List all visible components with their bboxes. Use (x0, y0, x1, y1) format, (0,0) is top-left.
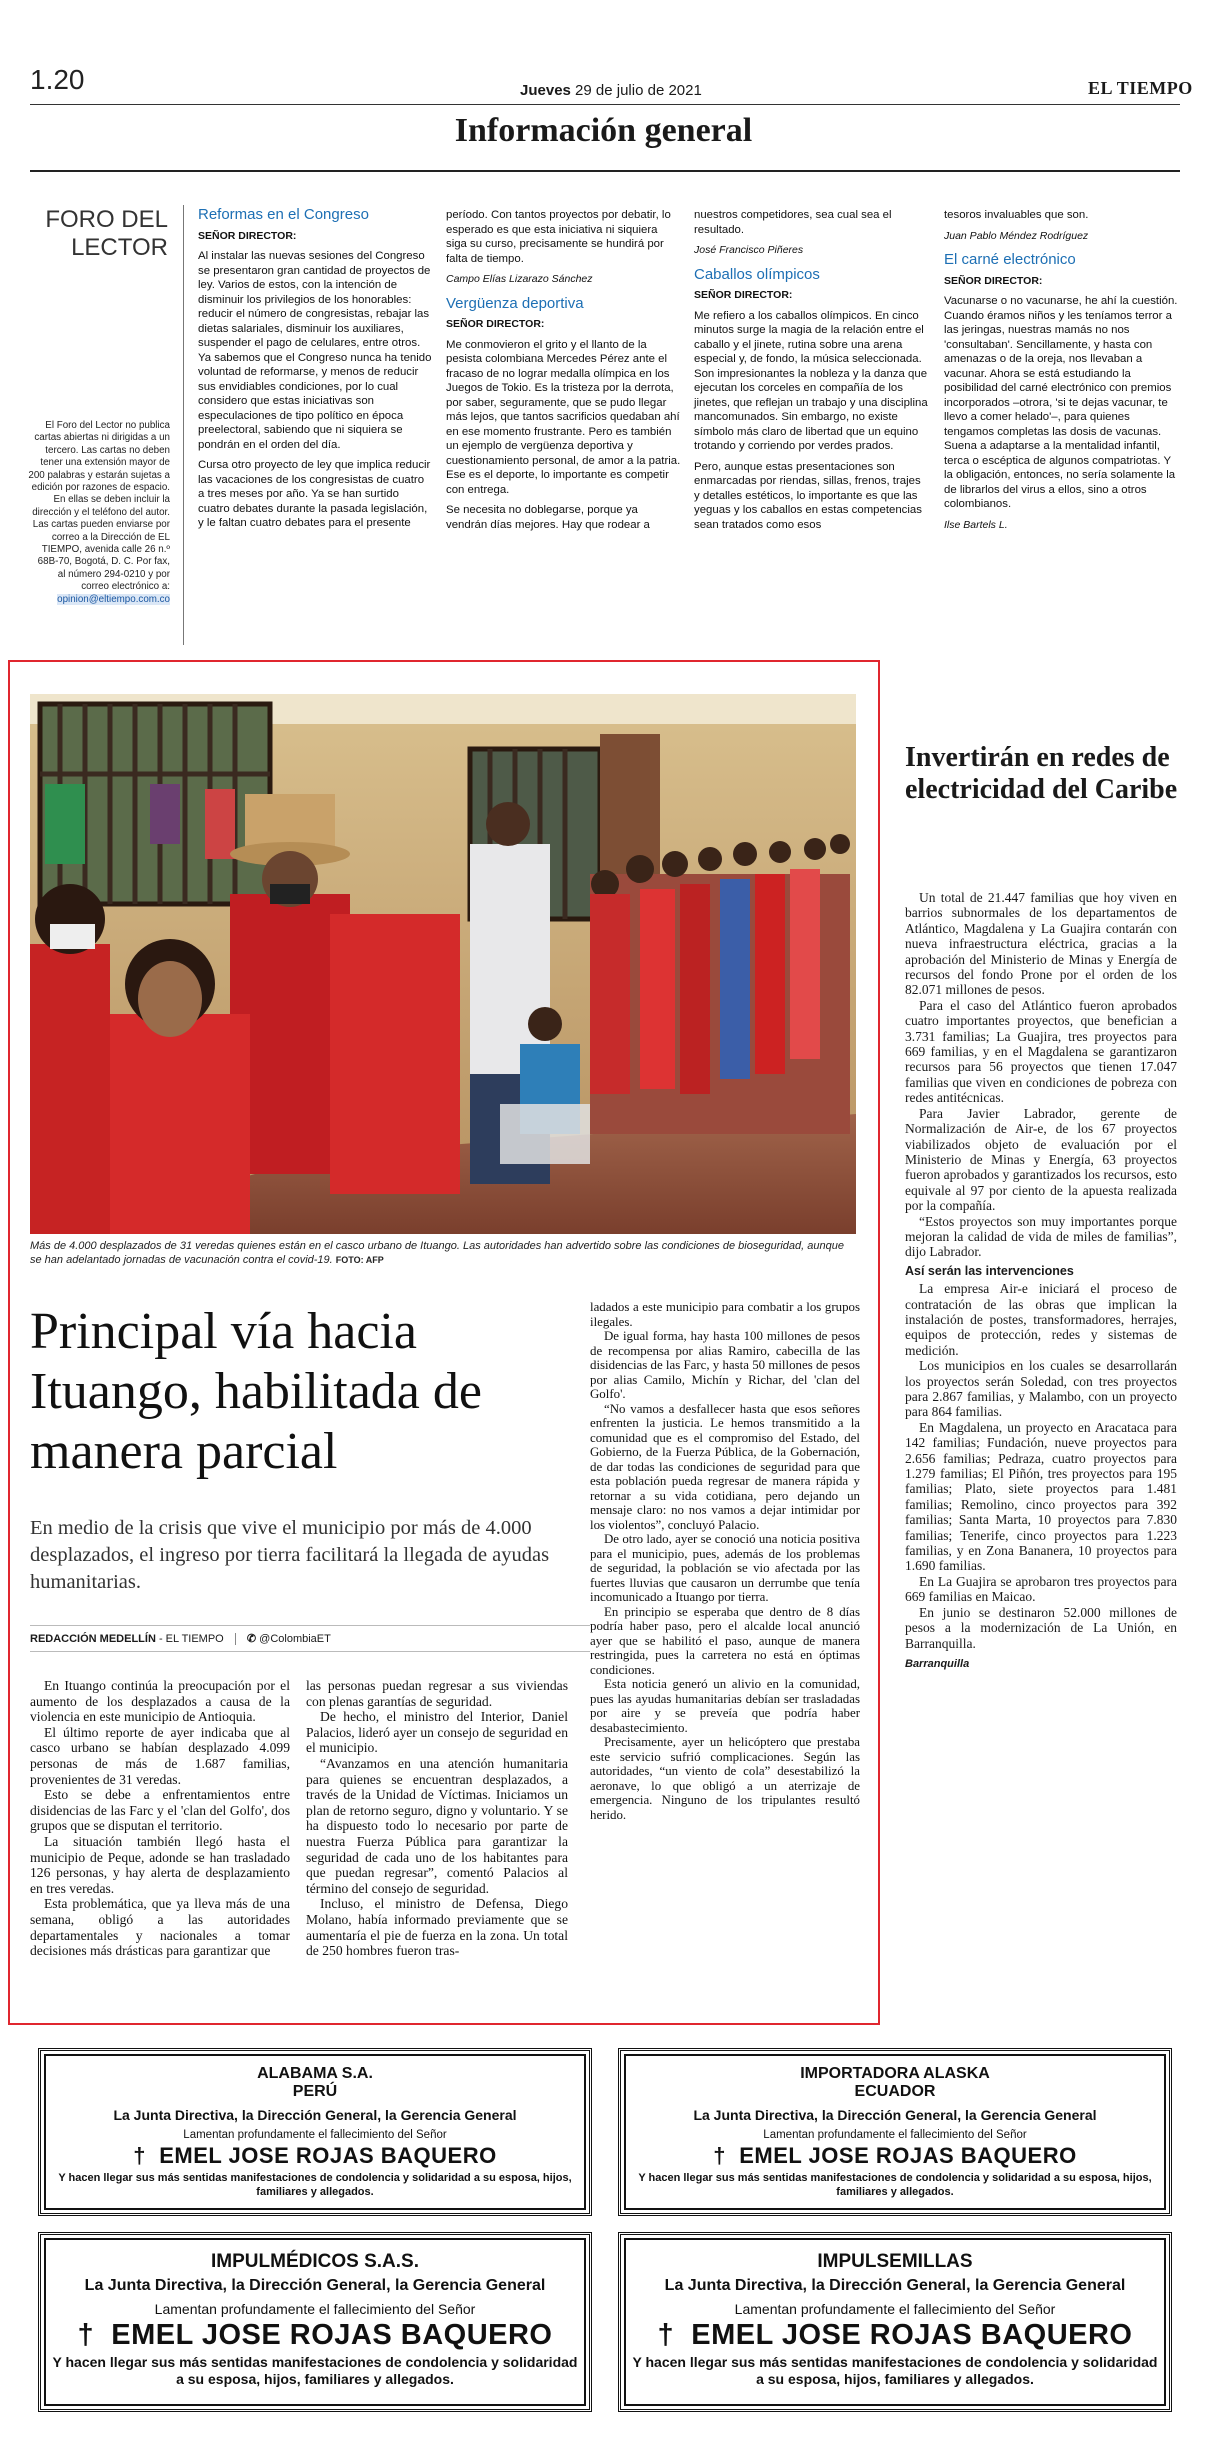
obituary-directive: La Junta Directiva, la Dirección General, la Gerencia General (84, 2277, 546, 2294)
article-paragraph: De hecho, el ministro del Interior, Daniel Palacios, lideró ayer un consejo de seguridad en el municipio. (306, 1709, 568, 1756)
letter-column-4 (944, 208, 1182, 542)
letter-signature: Ilse Bartels L. (944, 518, 1008, 531)
article-paragraph: En Ituango continúa la preocupación por el aumento de los desplazados a causa de la violencia en este municipio de Antioquia. (30, 1678, 290, 1725)
letter-title: El carné electrónico (944, 251, 1076, 268)
letter-paragraph: Se necesita no doblegarse, porque ya vendrán días mejores. Hay que rodear a (446, 504, 650, 531)
letter-paragraph: Pero, aunque estas presentaciones son enmarcadas por riendas, sillas, frenos, trajes y detalles estéticos, lo importante es que las yeguas y los caballos en estas competencias sean tratados como esos (694, 460, 922, 531)
letter-paragraph: Al instalar las nuevas sesiones del Congreso se presentaron gran cantidad de proyectos de ley. Varios de estos, con la intención de disminuir los privilegios de los honorables: reducir el número de congresistas, rebajar las dietas salariales, disminuir los auxiliares, suspender el pago de celulares, entre otros. Ya sabemos que el Congreso nunca ha tenido voluntad de reformarse, y menos de reducir sus envidiables condiciones, por lo cual considero que estas iniciativas son especulaciones de tipo político en época preelectoral, sabiendo que ni siquiera se pondrán en el orden del día. (198, 250, 432, 451)
foro-title: FORO DEL LECTOR (45, 206, 168, 261)
article-byline (30, 1625, 590, 1652)
obituary-company: ALABAMA S.A. (257, 2065, 373, 2082)
newspaper-brand: EL TIEMPO (1088, 78, 1193, 98)
foro-note (28, 420, 170, 606)
obituary-deceased-name: EMEL JOSE ROJAS BAQUERO (159, 2143, 497, 2168)
page-number: 1.20 (30, 64, 85, 95)
obituary-message: Y hacen llegar sus más sentidas manifestaciones de condolencia y solidaridad a su esposa, hijos, familiares y allegados. (638, 2172, 1152, 2198)
obituary-deceased-name: EMEL JOSE ROJAS BAQUERO (739, 2143, 1077, 2168)
letter-paragraph: tesoros invaluables que son. (944, 209, 1089, 221)
side-paragraph: Un total de 21.447 familias que hoy viven en barrios subnormales de los departamentos de Atlántico, Magdalena y La Guajira contarán con nueva infraestructura eléctrica, gracias a la aprobación del Ministerio de Minas y Energía de recursos del fondo Prone por el orden de los 82.071 millones de pesos. (905, 890, 1177, 998)
article-paragraph: De igual forma, hay hasta 100 millones de pesos de recompensa por alias Ramiro, cabecilla de las disidencias de las Farc, y hasta 50 millones de pesos por alias Camilo, Michín y Richar, del 'clan del Golfo'. (590, 1329, 860, 1401)
side-paragraph: La empresa Air-e iniciará el proceso de contratación de las obras que implican la instalación de postes, transformadores, herrajes, equipos de protección, redes y sistemas de medición. (905, 1281, 1177, 1358)
obituary-directive: La Junta Directiva, la Dirección General, la Gerencia General (664, 2277, 1126, 2294)
side-paragraph: Para el caso del Atlántico fueron aprobados cuatro importantes proyectos, que benefician a 3.731 familias; La Guajira, tres proyectos para 669 familias, y en el Magdalena se garantizaron recursos para 56 proyectos que tienen 17.047 familias que viven en condiciones de pobreza con redes antitécnicas. (905, 997, 1177, 1106)
obituary-directive: La Junta Directiva, la Dirección General, la Gerencia General (113, 2107, 517, 2123)
article-paragraph: ladados a este municipio para combatir a los grupos ilegales. (590, 1300, 860, 1329)
header-rule (30, 104, 1180, 105)
photo-caption (30, 1240, 856, 1267)
obituary-company: IMPORTADORA ALASKA (800, 2065, 990, 2082)
side-paragraph: En Magdalena, un proyecto en Aracataca para 142 familias; Fundación, nueve proyectos para 2.656 familias; Pedraza, cuatro proyectos para 1.279 familias; El Piñón, tres proyectos para 195 familias; Plato, siete proyectos para 1.481 familias; Remolino, cinco proyectos para 392 familias; Santa Marta, 10 proyectos para 7.830 familias; Tenerife, cinco proyectos para 1.223 familias, y en Zona Bananera, 10 proyectos para 1.690 familias. (905, 1419, 1177, 1574)
article-paragraph: Esta problemática, que ya lleva más de una semana, obligó a las autoridades departamentales y nacionales a tomar decisiones más drásticas para garantizar que (30, 1896, 290, 1959)
letter-column-2 (446, 208, 681, 538)
article-paragraph: “No vamos a desfallecer hasta que esos señores enfrenten la justicia. Le hemos transmitido a la comunidad que es el compromiso del Estado, del Gobierno, de la Fuerza Pública, de la Gobernación, de dar todas las condiciones de seguridad para que esta población pueda regresar de manera rápida y retornar a su vida cotidiana, pero dejando un mensaje claro: no nos vamos a dejar intimidar por los violentos”, concluyó Palacio. (590, 1401, 860, 1532)
date-rest: 29 de julio de 2021 (570, 82, 702, 99)
side-paragraph: “Estos proyectos son muy importantes porque mejoran la calidad de vida de miles de familias”, dijo Labrador. (905, 1213, 1177, 1260)
obituary-directive: La Junta Directiva, la Dirección General, la Gerencia General (693, 2107, 1097, 2123)
letter-salutation: SEÑOR DIRECTOR: (446, 318, 545, 330)
obituary-country: ECUADOR (854, 2083, 936, 2100)
twitter-icon: ✆ (246, 1633, 257, 1645)
obituary-country: PERÚ (292, 2083, 338, 2100)
photo-illustration (30, 694, 856, 1234)
letter-title: Vergüenza deportiva (446, 294, 584, 312)
cross-icon: † (657, 2319, 675, 2351)
side-paragraph: En La Guajira se aprobaron tres proyectos para 669 familias en Maicao. (905, 1573, 1177, 1605)
obituary-lament: Lamentan profundamente el fallecimiento del Señor (183, 2129, 447, 2141)
article-column-3 (590, 1300, 860, 1822)
obituary-company: IMPULSEMILLAS (817, 2251, 973, 2272)
byline-author: REDACCIÓN MEDELLÍN (30, 1633, 156, 1645)
feature-photo (30, 694, 856, 1234)
caption-text: Más de 4.000 desplazados de 31 veredas quienes están en el casco urbano de Ituango. Las autoridades han advertido sobre las condiciones de bioseguridad, aunque se han adelantado jornadas de vacunación contra el covid-19. (30, 1240, 844, 1266)
letter-paragraph: Me conmovieron el grito y el llanto de la pesista colombiana Mercedes Pérez ante el fracaso de no lograr medalla olímpica en los Juegos de Tokio. Es la tristeza por la derrota, por saber, seguramente, que se pudo llegar más lejos, que tantos sacrificios quedaban ahí en ese momento frustrante. Pero es también un ejemplo de vergüenza deportiva y cuestionamiento personal, de amor a la patria. Ese es el deporte, lo importante es competir con entrega. (446, 338, 681, 496)
article-paragraph: Esta noticia generó un alivio en la comunidad, pues las ayudas humanitarias debían ser trasladadas por aire y se preveía que podría haber desabastecimiento. (590, 1677, 860, 1735)
side-headline: Invertirán en redes de electricidad del Caribe (905, 742, 1178, 805)
foro-email[interactable]: opinion@eltiempo.com.co (57, 593, 170, 605)
article-paragraph: las personas puedan regresar a sus viviendas con plenas garantías de seguridad. (306, 1678, 568, 1709)
obituary-notice (618, 2232, 1172, 2412)
article-paragraph: En principio se esperaba que dentro de 8 días podría haber paso, pero el alcalde local anunció ayer que se habilitó el paso, aunque de manera restringida, pues la carretera no está en óptimas condiciones. (590, 1604, 860, 1677)
letter-signature: Juan Pablo Méndez Rodríguez (944, 229, 1089, 242)
side-paragraph: Los municipios en los cuales se desarrollarán los proyectos serán Soledad, con tres proyectos para 2.867 familias, y Malambo, con un proyecto para 864 familias. (905, 1358, 1177, 1420)
article-paragraph: Esto se debe a enfrentamientos entre disidencias de las Farc y el 'clan del Golfo', dos grupos que se disputan el territorio. (30, 1787, 290, 1834)
obituary-message: Y hacen llegar sus más sentidas manifestaciones de condolencia y solidaridad a su esposa, hijos, familiares y allegados. (58, 2172, 572, 2198)
article-paragraph: “Avanzamos en una atención humanitaria para quienes se encuentran desplazados, a través de la Unidad de Víctimas. Iniciamos un plan de retorno seguro, digno y voluntario. Y se ha dispuesto todo lo necesario por parte de nuestra Fuerza Pública para garantizar la seguridad de cada uno de los habitantes para que puedan regresar”, comentó Palacios al término del consejo de seguridad. (306, 1755, 568, 1896)
section-title: Información general (454, 112, 753, 149)
article-paragraph: Precisamente, ayer un helicóptero que prestaba este servicio sufrió complicaciones. Según las autoridades, “un viento de cola” desestabilizó la aeronave, lo que obligó a un aterrizaje de emergencia. Ninguno de los tripulantes resultó herido. (590, 1735, 860, 1822)
obituary-message: Y hacen llegar sus más sentidas manifestaciones de condolencia y solidaridad a su esposa, hijos, familiares y allegados. (632, 2354, 1158, 2387)
article-paragraph: De otro lado, ayer se conoció una noticia positiva para el municipio, pues, además de los problemas de seguridad, la población se vio afectada por las fuertes lluvias que causaron un derrumbe que tenía incomunicado a Ituango por tierra. (590, 1532, 860, 1604)
side-paragraph: Para Javier Labrador, gerente de Normalización de Air-e, de los 67 proyectos viabilizados objeto de evaluación por el Ministerio de Minas y Energía, 63 proyectos fueron aprobados y garantizados los recursos, esto equivale al 97 por ciento de la apuesta realizada por la compañía. (905, 1105, 1177, 1214)
byline-source: - EL TIEMPO (155, 1633, 224, 1645)
side-article-body (905, 890, 1177, 1672)
letter-salutation: SEÑOR DIRECTOR: (694, 289, 793, 301)
cross-icon: † (713, 2143, 726, 2168)
letter-signature: José Francisco Piñeres (694, 244, 804, 256)
caption-credit: FOTO: AFP (335, 1254, 384, 1265)
letter-column-1 (198, 208, 433, 537)
article-paragraph: El último reporte de ayer indicaba que al casco urbano se habían desplazado 4.099 personas de más de 1.687 familias, provenientes de 31 veredas. (30, 1724, 290, 1787)
obituary-lament: Lamentan profundamente el fallecimiento del Señor (763, 2129, 1027, 2141)
obituary-lament: Lamentan profundamente el fallecimiento del Señor (734, 2301, 1056, 2317)
byline-divider (235, 1633, 236, 1645)
letter-paragraph: período. Con tantos proyectos por debatir, lo esperado es que esta iniciativa ni siquiera siga su curso, precisamente se hundirá por falta de tiempo. (446, 209, 671, 265)
letter-title: Reformas en el Congreso (198, 206, 369, 223)
section-rule (30, 170, 1180, 172)
obituary-deceased-name: EMEL JOSE ROJAS BAQUERO (691, 2319, 1133, 2351)
article-column-1 (30, 1678, 290, 1959)
obituary-company: IMPULMÉDICOS S.A.S. (211, 2251, 419, 2272)
obituary-notice (618, 2048, 1172, 2216)
letter-paragraph: Me refiero a los caballos olímpicos. En cinco minutos surge la magia de la relación entre el caballo y el jinete, rutina sobre una arena especial y, de fondo, la música seleccionada. Son impresionantes la nobleza y la danza que ejecutan los corceles en compañía de los jinetes, que reflejan un trabajo y una disciplina mancomunados. Sin embargo, no existe símbolo más claro de libertad que un equino trotando y corriendo por verdes prados. (694, 309, 928, 452)
date-day: Jueves (520, 82, 571, 99)
article-paragraph: Incluso, el ministro de Defensa, Diego Molano, había informado previamente que se aumentaría el pie de fuerza en la zona. Un total de 250 hombres fueron tras- (306, 1896, 568, 1959)
obituary-deceased-name: EMEL JOSE ROJAS BAQUERO (111, 2319, 553, 2351)
cross-icon: † (77, 2319, 95, 2351)
article-paragraph: La situación también llegó hasta el municipio de Peque, adonde se han trasladado 126 personas, y hay alerta de desplazamiento en tres veredas. (30, 1833, 290, 1896)
letter-salutation: SEÑOR DIRECTOR: (198, 229, 297, 242)
article-dek: En medio de la crisis que vive el municipio por más de 4.000 desplazados, el ingreso por tierra facilitará la llegada de ayudas humanitarias. (30, 1517, 550, 1593)
article-headline: Principal vía hacia Ituango, habilitada de manera parcial (30, 1303, 482, 1480)
letter-paragraph: Vacunarse o no vacunarse, he ahí la cuestión. Cuando éramos niños y les teníamos terror a las jeringas, nuestras mamás no nos 'consultaban'. Sencillamente, y hasta con amenazas o de la oreja, nos llevaban a vacunar. Ahora se está estudiando la posibilidad del carné electrónico con premios incorporados –otrora, 'si te dejas vacunar, te llevo a comer helado'–, para quienes tengamos completas las dosis de vacunas. Suena a adaptarse a la mentalidad infantil, terca o escéptica de algunos compatriotas. Y la obligación, entonces, no sería solamente la de librarlos del virus a ellos, sino a otros colombianos. (944, 295, 1178, 510)
side-signature: Barranquilla (905, 1657, 970, 1670)
letter-title: Caballos olímpicos (694, 265, 820, 283)
article-column-2 (306, 1678, 568, 1959)
letter-signature: Campo Elías Lizarazo Sánchez (446, 273, 593, 285)
letter-column-3 (694, 208, 929, 538)
cross-icon: † (133, 2143, 146, 2168)
side-subhead: Así serán las intervenciones (905, 1263, 1074, 1278)
obituary-lament: Lamentan profundamente el fallecimiento del Señor (154, 2301, 476, 2317)
obituary-message: Y hacen llegar sus más sentidas manifestaciones de condolencia y solidaridad a su esposa, hijos, familiares y allegados. (52, 2354, 578, 2387)
column-divider (183, 205, 184, 645)
obituary-notice (38, 2048, 592, 2216)
twitter-handle[interactable]: @ColombiaET (259, 1633, 331, 1645)
side-paragraph: En junio se destinaron 52.000 millones de pesos a la modernización de La Unión, en Barranquilla. (905, 1604, 1177, 1651)
issue-date (520, 82, 702, 99)
foro-note-text: El Foro del Lector no publica cartas abiertas ni dirigidas a un tercero. Las cartas no deben tener una extensión mayor de 200 palabras y estarán sujetas a edición por razones de espacio. En ellas se deben incluir la dirección y el teléfono del autor. Las cartas pueden enviarse por correo a la Dirección de EL TIEMPO, avenida calle 26 n.º 68B-70, Bogotá, D. C. Por fax, al número 294-0210 y por correo electrónico a: (28, 420, 170, 593)
letter-salutation: SEÑOR DIRECTOR: (944, 274, 1043, 287)
letter-paragraph: nuestros competidores, sea cual sea el resultado. (694, 209, 892, 236)
obituary-notice (38, 2232, 592, 2412)
letter-paragraph: Cursa otro proyecto de ley que implica reducir las vacaciones de los congresistas de cuatro a tres meses por año. Ya se han surtido cuatro debates durante la pasada legislación, y le faltan cuatro debates para el presente (198, 459, 431, 529)
